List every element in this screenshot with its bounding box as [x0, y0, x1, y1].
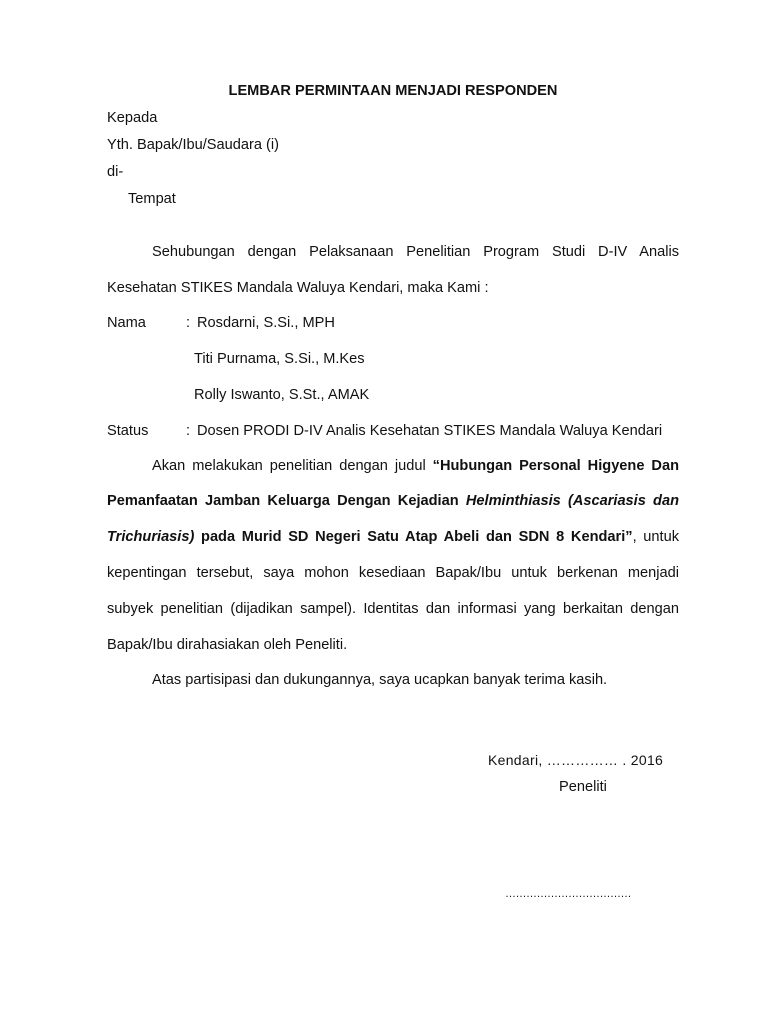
- signature-date: Kendari, …………… . 2016: [488, 752, 664, 768]
- name-label: Nama: [107, 315, 146, 331]
- researcher-name: Rolly Iswanto, S.St., AMAK: [194, 387, 370, 403]
- intro-line-1: Sehubungan dengan Pelaksanaan Penelitian Program Studi D-IV Analis: [152, 244, 679, 260]
- signature-role: Peneliti: [559, 779, 607, 795]
- body-lead: Akan melakukan penelitian dengan judul: [152, 458, 426, 474]
- body-line-2: [107, 492, 679, 510]
- address-di: di-: [107, 164, 124, 180]
- signature-blank: ………………………………: [505, 888, 631, 900]
- address-place: Tempat: [128, 191, 176, 207]
- researcher-name: Rosdarni, S.Si., MPH: [197, 315, 335, 331]
- researcher-row-1: [0, 314, 768, 332]
- status-row: [0, 422, 768, 440]
- body-line-5: subyek penelitian (dijadikan sampel). Identitas dan informasi yang berkaitan dengan: [107, 601, 679, 617]
- research-title-part-b: Pemanfaatan Jamban Keluarga Dengan Kejadian: [107, 493, 459, 509]
- body-line-3-tail: , untuk: [632, 529, 680, 545]
- status-label: Status: [107, 423, 149, 439]
- research-title-italic-a: Helminthiasis (Ascariasis dan: [465, 493, 679, 509]
- research-title-part-a: “Hubungan Personal Higyene Dan: [432, 458, 679, 474]
- status-colon: :: [186, 423, 191, 439]
- body-line-3: [107, 528, 679, 546]
- body-line-4: kepentingan tersebut, saya mohon kesediaan Bapak/Ibu untuk berkenan menjadi: [107, 565, 679, 581]
- name-colon: :: [186, 315, 191, 331]
- researcher-name: Titi Purnama, S.Si., M.Kes: [194, 351, 365, 367]
- address-recipient: Yth. Bapak/Ibu/Saudara (i): [107, 137, 279, 153]
- status-value: Dosen PRODI D-IV Analis Kesehatan STIKES Mandala Waluya Kendari: [197, 423, 663, 439]
- address-to: Kepada: [107, 110, 158, 126]
- intro-line-2: Kesehatan STIKES Mandala Waluya Kendari, maka Kami :: [107, 280, 489, 296]
- document-title: LEMBAR PERMINTAAN MENJADI RESPONDEN: [228, 83, 558, 99]
- research-title-part-c: pada Murid SD Negeri Satu Atap Abeli dan SDN 8 Kendari”: [201, 529, 633, 545]
- research-title-italic-b: Trichuriasis): [107, 529, 195, 545]
- closing-line: Atas partisipasi dan dukungannya, saya ucapkan banyak terima kasih.: [152, 672, 608, 688]
- body-line-6: Bapak/Ibu dirahasiakan oleh Peneliti.: [107, 637, 348, 653]
- body-line-1: [152, 457, 679, 475]
